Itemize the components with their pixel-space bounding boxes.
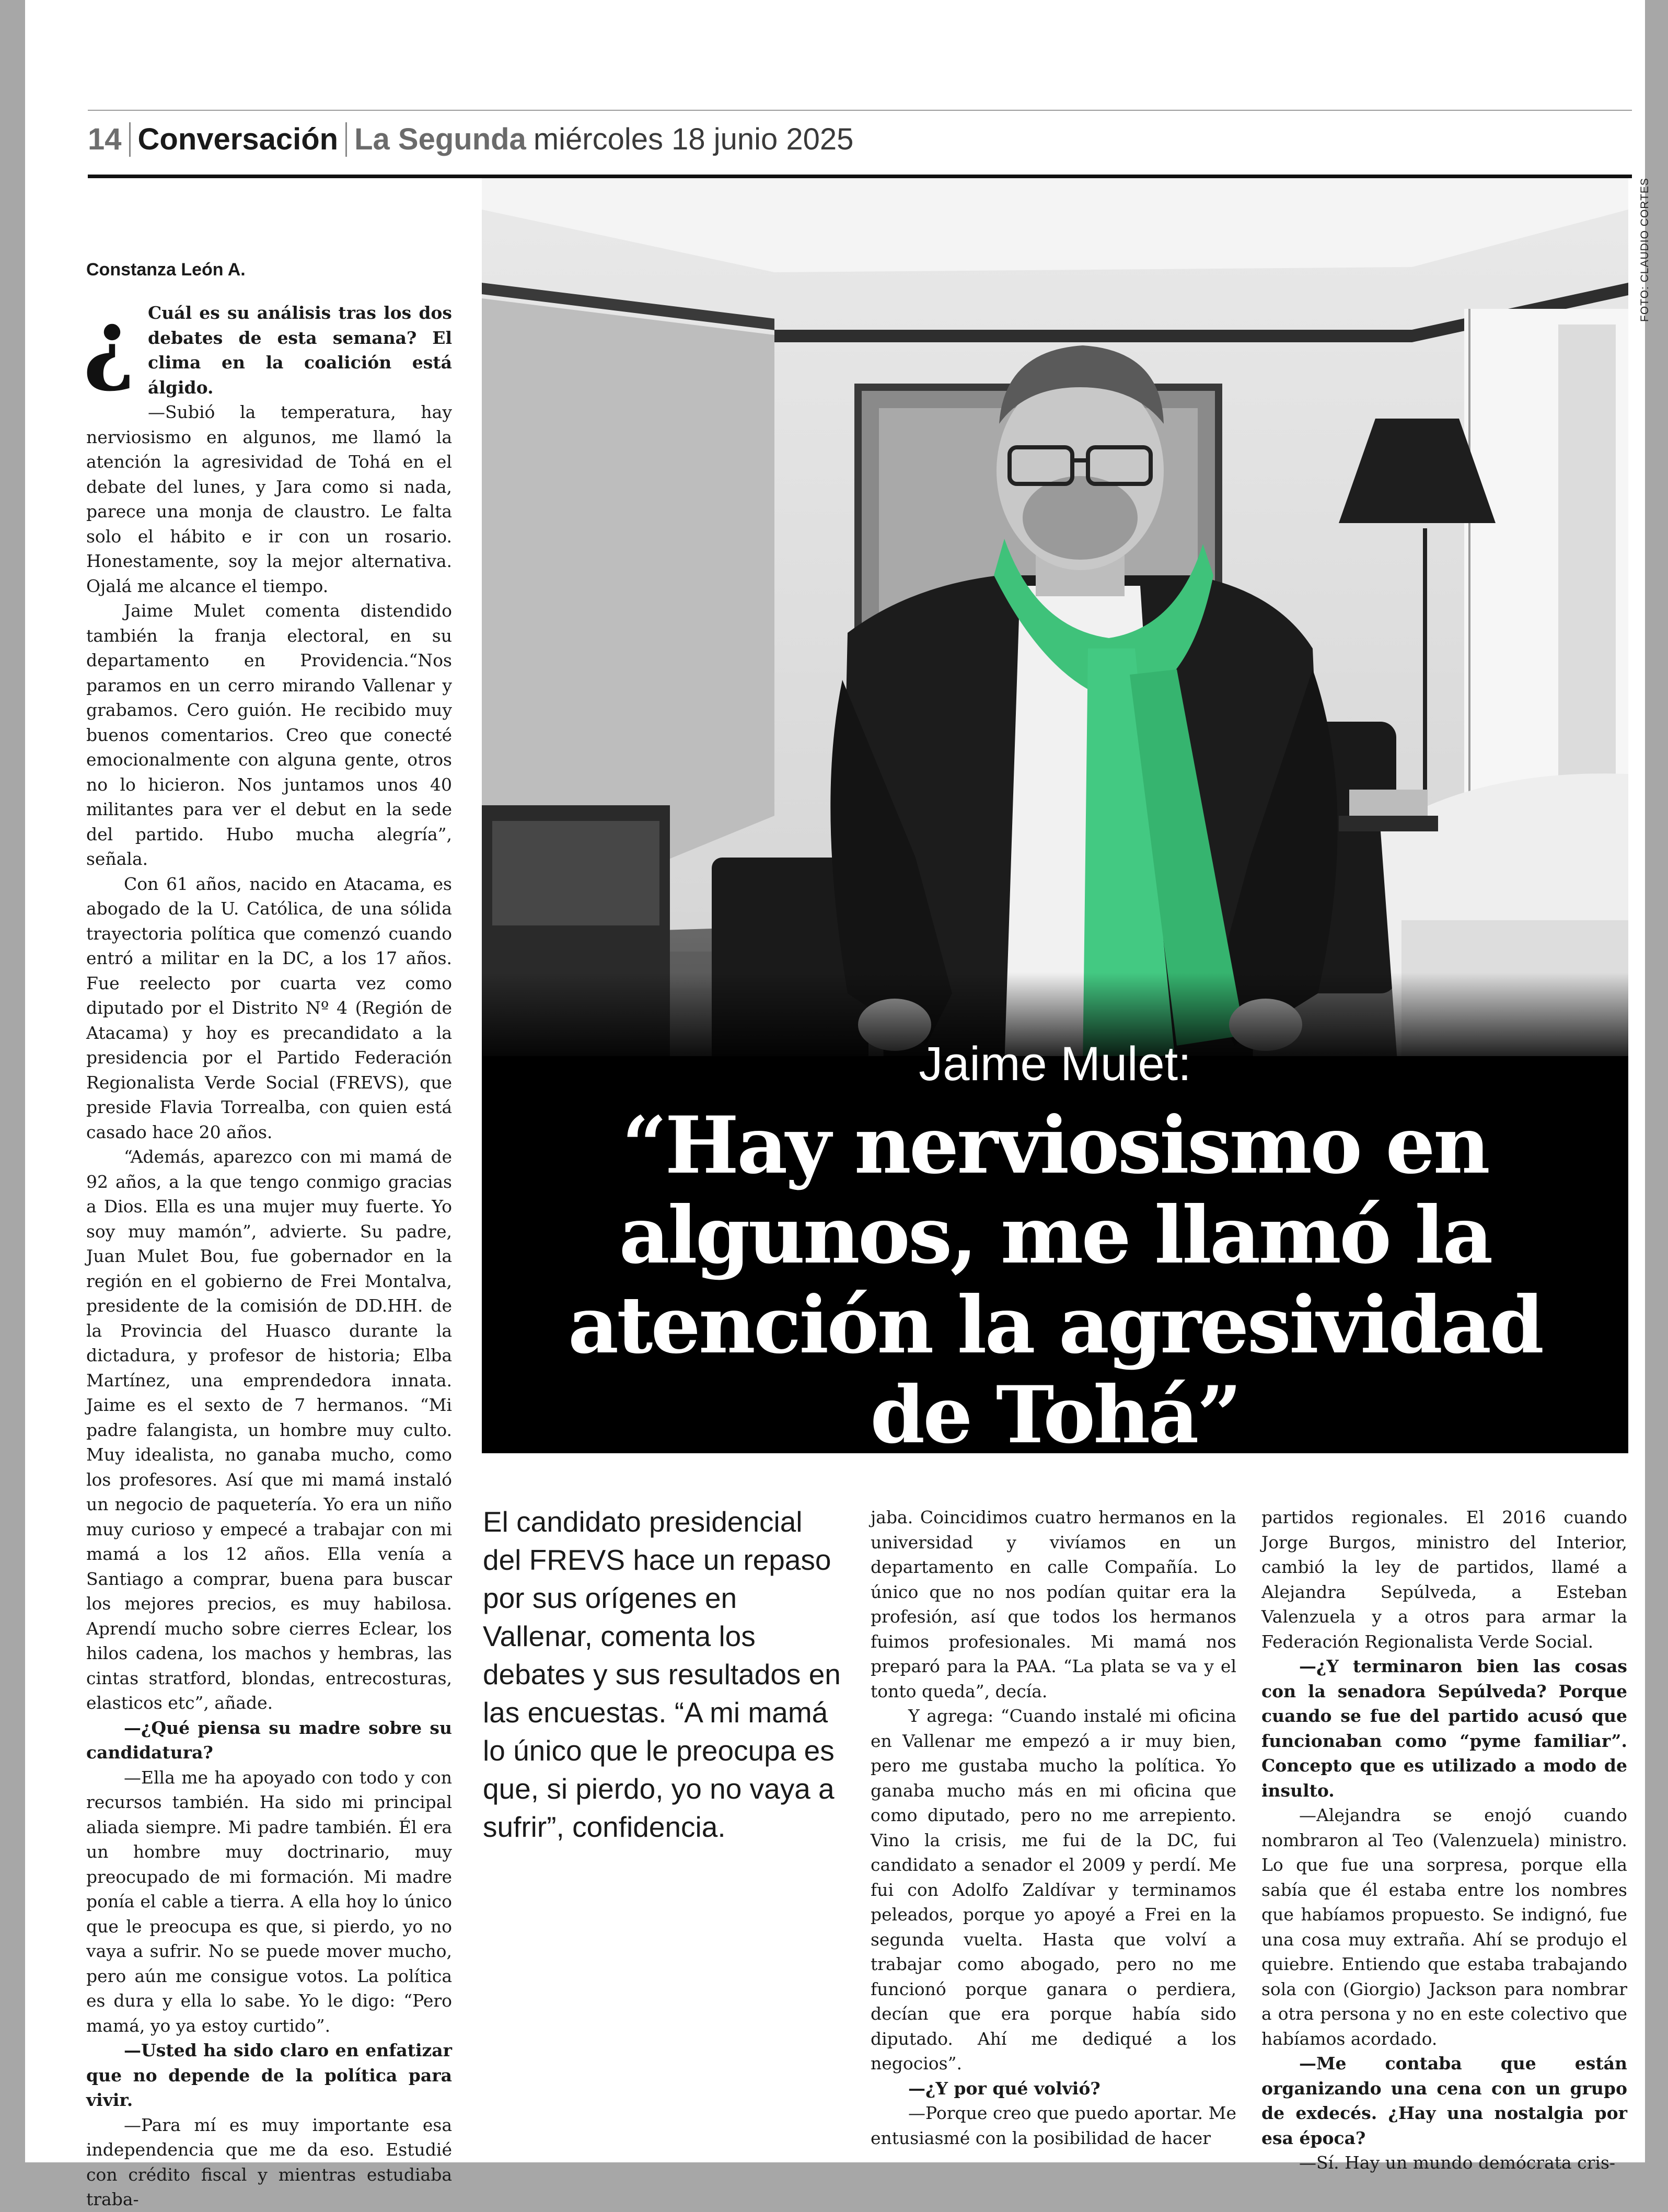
page-header [88,118,853,161]
headline-title [482,1101,1628,1460]
question: —¿Y por qué volvió? [908,2078,1101,2099]
headline-line: de Tohá” [870,1369,1240,1461]
newspaper-name: La Segunda [354,122,526,156]
paragraph: partidos regionales. El 2016 cuando Jorge Burgos, ministro del Interior, cambió la ley de partidos, llamé a Alejandra Sepúlveda, a Esteban Valenzuela y a otros para armar la Federación Regionalista Verde Social. [1261,1507,1627,1652]
headline [482,1037,1628,1461]
header-rule-bottom [88,175,1632,178]
question: —¿Qué piensa su madre sobre su candidatura? [86,1717,452,1763]
paragraph: —Porque creo que puedo aportar. Me entusiasmé con la posibilidad de hacer [871,2103,1236,2148]
byline: Constanza León A. [86,260,246,280]
question: —¿Y terminaron bien las cosas con la senadora Sepúlveda? Porque cuando se fue del partido acusó que funcionaban como “pyme familiar”. Concepto que es utilizado a modo de insulto. [1261,1656,1627,1801]
paragraph: —Alejandra se enojó cuando nombraron al Teo (Valenzuela) ministro. Lo que fue una sorpresa, porque ella sabía que él estaba entre los nombres que habíamos propuesto. Se indignó, fue una cosa muy extraña. Ahí se produjo el quiebre. Entiendo que estaba trabajando sola con (Giorgio) Jackson para nombrar a otra persona y no en este colectivo que habíamos acordado. [1261,1805,1627,2049]
headline-line: “Hay nerviosismo en [622,1099,1488,1191]
header-rule-top [88,110,1632,111]
answer-paragraph: —Subió la temperatura, hay nerviosismo en algunos, me llamó la atención la agresividad de Tohá en el debate del lunes, y Jara como si nada, parece una monja de claustro. Le falta solo el hábito e ir con un rosario. Honestamente, soy la mejor alternativa. Ojalá me alcance el tiempo. [86,402,452,596]
section-title: Conversación [137,122,339,156]
article-column-1 [83,291,452,2212]
article-column-3 [871,1505,1236,2150]
paragraph: “Además, aparezco con mi mamá de 92 años, a la que tengo conmigo gracias a Dios. Ella es una mujer muy fuerte. Yo soy muy mamón”, advierte. Su padre, Juan Mulet Bou, fue gobernador en la región en el gobierno de Frei Montalva, presidente de la comisión de DD.HH. de la Provincia del Huasco durante la dictadura, y profesor de historia; Elba Martínez, una emprendedora innata. Jaime es el sexto de 7 hermanos. “Mi padre falangista, un hombre muy culto. Muy idealista, no ganaba mucho, como los profesores. Así que mi mamá instaló un negocio de paquetería. Yo era un niño muy curioso y empecé a trabajar con mi mamá a los 12 años. Ella venía a Santiago a comprar, buena para buscar los mejores precios, es muy habilosa. Aprendí mucho sobre cierres Eclear, los hilos cadena, los machos y hembras, las cintas stratford, blondas, entrecosturas, elasticos etc”, añade. [86,1146,452,1713]
headline-kicker: Jaime Mulet: [919,1037,1191,1091]
question: —Me contaba que están organizando una cena con un grupo de exdecés. ¿Hay una nostalgia por esa época? [1261,2053,1627,2148]
header-divider [345,122,347,157]
header-divider [129,122,131,157]
newspaper-page [25,0,1651,2209]
headline-line: algunos, me llamó la [619,1189,1491,1281]
paragraph: jaba. Coincidimos cuatro hermanos en la universidad y vivíamos en un departamento en calle Compañía. Lo único que no nos podían quitar era la profesión, así que todos los hermanos fuimos profesionales. Mi mamá nos preparó para la PAA. “La plata se va y el tonto queda”, decía. [871,1507,1236,1701]
article-column-4 [1261,1505,1627,2175]
dek: El candidato presidencial del FREVS hace un repaso por sus orígenes en Vallenar, comenta los debates y sus resultados en las encuestas. “A mi mamá lo único que le preocupa es que, si pierdo, yo no vaya a sufrir”, confidencia. [483,1505,841,1843]
question: —Usted ha sido claro en enfatizar que no depende de la política para vivir. [86,2040,452,2110]
page-number: 14 [88,122,122,156]
issue-date: miércoles 18 junio 2025 [533,122,854,156]
drop-cap: ¿ [83,291,135,395]
paragraph: —Ella me ha apoyado con todo y con recursos también. Ha sido mi principal aliada siempre. Mi padre también. Él era un hombre muy doctrinario, muy preocupado de mi formación. Mi madre ponía el cable a tierra. A ella hoy lo único que le preocupa es que, si pierdo, yo no vaya a sufrir. No se puede mover mucho, pero aún me consigue votos. La política es dura y ella lo sabe. Yo le digo: “Pero mamá, yo ya estoy curtido”. [86,1767,452,2036]
lead-question: Cuál es su análisis tras los dos debates de esta semana? El clima en la coalición está álgido. [148,303,452,398]
paragraph: Con 61 años, nacido en Atacama, es abogado de la U. Católica, de una sólida trayectoria política que comenzó cuando entró a militar en la DC, a los 17 años. Fue reelecto por cuarta vez como diputado por el Distrito Nº 4 (Región de Atacama) y hoy es precandidato a la presidencia por el Partido Federación Regionalista Verde Social (FREVS), que preside Flavia Torrealba, con quien está casado hace 20 años. [86,873,452,1142]
photo-credit: FOTO: CLAUDIO CORTES [1639,178,1651,322]
paragraph: —Para mí es muy importante esa independencia que me da eso. Estudié con crédito fiscal y mientras estudiaba traba- [86,2114,452,2209]
paragraph: Y agrega: “Cuando instalé mi oficina en Vallenar me empezó a ir muy bien, pero me gustaba mucho la política. Yo ganaba mucho más en mi oficina que como diputado, pero no me arrepiento. Vino la crisis, me fui de la DC, fui candidato a senador el 2009 y perdí. Me fui con Adolfo Zaldívar y terminamos peleados, porque yo apoyé a Frei en la segunda vuelta. Hasta que volví a trabajar como abogado, pero no me funcionó porque ganara o perdiera, decían que era porque había sido diputado. Ahí me dediqué a los negocios”. [871,1706,1236,2074]
paragraph: —Sí. Hay un mundo demócrata cris- [1299,2152,1616,2173]
headline-line: atención la agresividad [567,1279,1543,1371]
paragraph: Jaime Mulet comenta distendido también la franja electoral, en su departamento en Providencia.“Nos paramos en un cerro mirando Vallenar y grabamos. Cero guión. He recibido muy buenos comentarios. Creo que conecté emocionalmente con alguna gente, otros no lo hicieron. Nos juntamos unos 40 militantes para ver el debut en la sede del partido. Hubo mucha alegría”, señala. [86,600,452,869]
